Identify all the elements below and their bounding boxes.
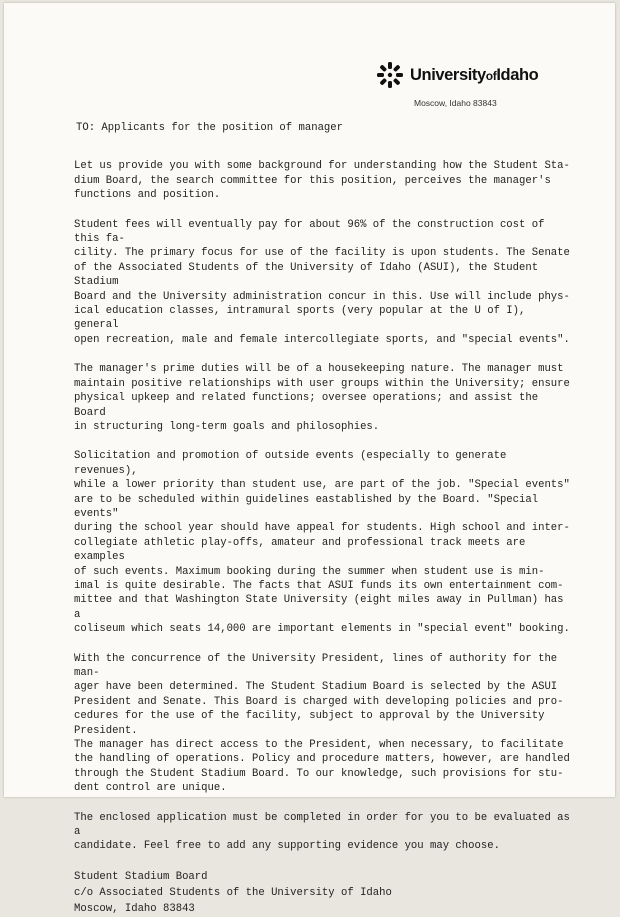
signature-line: Moscow, Idaho 83843: [74, 902, 195, 915]
letter-paragraph: [74, 811, 574, 854]
paragraph-line: of such events. Maximum booking during the summer when student use is min-: [74, 565, 545, 578]
paragraph-line: President and Senate. This Board is charged with developing policies and pro-: [74, 695, 564, 708]
paragraph-line: Solicitation and promotion of outside events (especially to generate revenues),: [74, 450, 507, 477]
signature-line: c/o Associated Students of the University of Idaho: [74, 886, 392, 899]
paragraph-line: coliseum which seats 14,000 are important elements in "special event" booking.: [74, 623, 570, 636]
paragraph-line: candidate. Feel free to add any supporting evidence you may choose.: [74, 840, 500, 853]
letter-paragraph: [74, 449, 574, 636]
paragraph-line: Board and the University administration concur in this. Use will include phys-: [74, 290, 570, 303]
paragraph-line: With the concurrence of the University President, lines of authority for the man-: [74, 652, 558, 679]
wordmark-idaho: Idaho: [496, 65, 539, 84]
letter-body: [74, 121, 574, 917]
paragraph-line: imal is quite desirable. The facts that ASUI funds its own entertainment com-: [74, 579, 564, 592]
university-wordmark: [410, 66, 538, 85]
paragraph-line: open recreation, male and female intercollegiate sports, and "special events".: [74, 333, 570, 346]
letter-paragraph: [74, 652, 574, 796]
letter-paragraph: [74, 362, 574, 434]
letter-paragraph: [74, 218, 574, 348]
to-line: TO: Applicants for the position of manager: [76, 122, 344, 134]
paragraph-line: Let us provide you with some background for understanding how the Student Sta-: [74, 160, 570, 173]
paragraph-line: collegiate athletic play-offs, amateur and professional track meets are examples: [74, 536, 526, 564]
paragraph-line: maintain positive relationships with user groups within the University; ensure: [74, 377, 570, 390]
paragraph-line: physical upkeep and related functions; oversee operations; and assist the Board: [74, 392, 539, 419]
paragraph-line: The enclosed application must be completed in order for you to be evaluated as a: [74, 811, 570, 839]
paragraph-line: dent control are unique.: [74, 782, 227, 795]
paragraph-line: Student fees will eventually pay for about 96% of the construction cost of this fa-: [74, 218, 545, 246]
letterhead-logo: [376, 61, 538, 89]
paragraph-line: mittee and that Washington State University (eight miles away in Pullman) has a: [74, 594, 564, 621]
paragraph-line: ager have been determined. The Student Stadium Board is selected by the ASUI: [74, 681, 558, 694]
starburst-logo-icon: [376, 61, 404, 89]
paragraph-line: are to be scheduled within guidelines eastablished by the Board. "Special events": [74, 493, 539, 520]
paragraph-line: while a lower priority than student use, are part of the job. "Special events": [74, 479, 570, 492]
letter-paragraph: [74, 159, 574, 202]
letterhead-address: Moscow, Idaho 83843: [414, 98, 497, 108]
paragraph-line: cility. The primary focus for use of the facility is upon students. The Senate: [74, 247, 570, 260]
paragraph-line: cedures for the use of the facility, subject to approval by the University President.: [74, 710, 545, 737]
paragraph-line: of the Associated Students of the University of Idaho (ASUI), the Student Stadium: [74, 261, 539, 289]
signature-block: [74, 869, 574, 917]
paragraph-line: The manager's prime duties will be of a housekeeping nature. The manager must: [74, 363, 564, 376]
paragraph-line: dium Board, the search committee for this position, perceives the manager's: [74, 174, 551, 187]
signature-line: Student Stadium Board: [74, 870, 208, 883]
paragraph-line: during the school year should have appeal for students. High school and inter-: [74, 522, 570, 535]
paragraph-line: ical education classes, intramural sports (very popular at the U of I), general: [74, 305, 526, 332]
paragraph-line: The manager has direct access to the President, when necessary, to facilitate: [74, 739, 564, 752]
paragraph-line: the handling of operations. Policy and procedure matters, however, are handled: [74, 753, 570, 766]
paragraph-line: through the Student Stadium Board. To our knowledge, such provisions for stu-: [74, 767, 564, 780]
wordmark-university: University: [410, 65, 486, 84]
wordmark-of: of: [485, 68, 497, 83]
paragraph-line: in structuring long-term goals and philosophies.: [74, 420, 380, 433]
letter-paragraphs: [74, 159, 574, 853]
letter-page: [4, 3, 615, 915]
paragraph-line: functions and position.: [74, 189, 221, 202]
